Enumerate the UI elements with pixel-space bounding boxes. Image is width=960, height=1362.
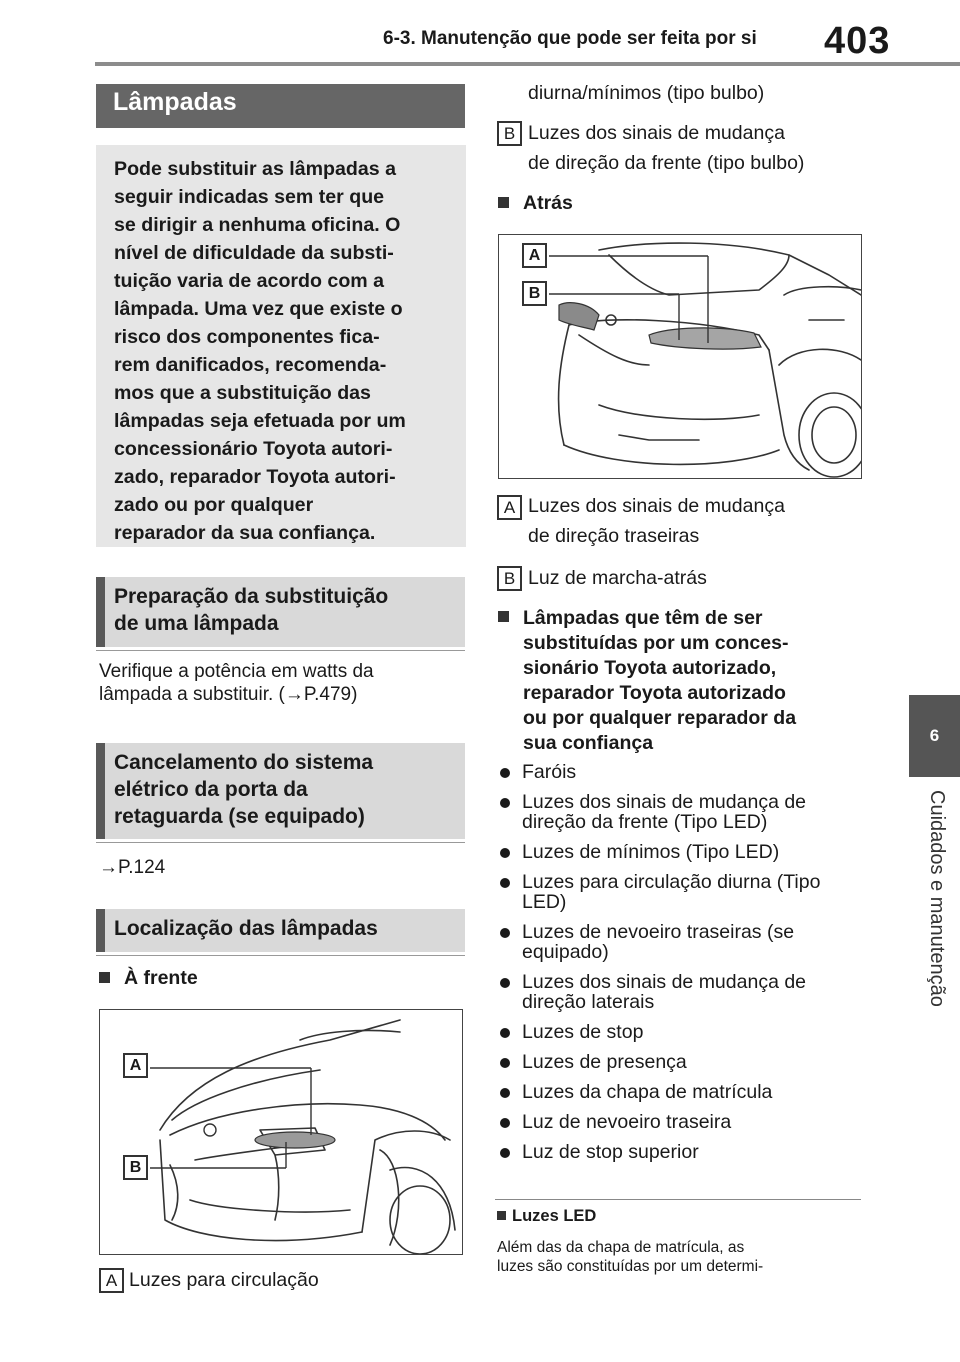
callout-b: B — [123, 1155, 148, 1180]
rear-legend-letter-a: A — [497, 495, 522, 520]
list-item-text: Luz de stop superior — [522, 1141, 699, 1163]
list-item — [500, 792, 860, 832]
chapter-number: 6 — [929, 726, 940, 745]
dealer-heading-line: substituídas por um conces- — [523, 632, 789, 654]
page-number: 403 — [824, 20, 891, 62]
note-line: lâmpada. Uma vez que existe o — [114, 298, 403, 320]
square-bullet-icon — [497, 1211, 506, 1220]
note-line: concessionário Toyota autori- — [114, 438, 393, 460]
rear-legend-letter-b: B — [497, 566, 522, 591]
bullet-dot-icon — [500, 978, 510, 988]
callout-a: A — [123, 1053, 148, 1078]
front-car-illustration — [99, 1009, 463, 1255]
list-item — [500, 972, 860, 1012]
legend-text-a-cont: diurna/mínimos (tipo bulbo) — [528, 82, 765, 104]
rear-car-illustration — [498, 234, 862, 479]
list-item-text: Luzes de mínimos (Tipo LED) — [522, 841, 780, 863]
prep-text-line: lâmpada a substituir. (→P.479) — [99, 684, 358, 705]
led-heading-text: Luzes LED — [512, 1207, 597, 1225]
note-line: zado ou por qualquer — [114, 494, 314, 516]
list-item-text: Luzes de presença — [522, 1051, 687, 1073]
list-item-text: Luz de nevoeiro traseira — [522, 1111, 732, 1133]
header-rule — [95, 62, 960, 66]
dealer-heading-text — [523, 606, 796, 756]
prep-heading — [96, 577, 465, 647]
dealer-bullet-list — [500, 762, 860, 1172]
chapter-tab — [909, 695, 960, 777]
list-item-text: Luzes da chapa de matrícula — [522, 1081, 773, 1103]
square-bullet-icon — [498, 611, 509, 622]
location-heading — [96, 909, 465, 952]
bullet-dot-icon — [500, 768, 510, 778]
front-car-drawing — [100, 1010, 462, 1254]
prep-heading-line: de uma lâmpada — [114, 612, 279, 635]
note-line: risco dos componentes fica- — [114, 326, 380, 348]
led-text — [497, 1238, 867, 1276]
square-bullet-icon — [498, 197, 509, 208]
cancel-ref: →P.124 — [99, 857, 166, 878]
rear-legend-line: de direção traseiras — [528, 525, 700, 547]
square-bullet-icon — [99, 972, 110, 983]
led-text-line: Além das da chapa de matrícula, as — [497, 1239, 745, 1256]
front-heading-text: À frente — [124, 967, 198, 989]
prep-text-line: Verifique a potência em watts da — [99, 661, 374, 682]
bullet-dot-icon — [500, 1058, 510, 1068]
list-item — [500, 1022, 860, 1042]
note-line: se dirigir a nenhuma oficina. O — [114, 214, 401, 236]
dealer-heading-line: reparador Toyota autorizado — [523, 682, 786, 704]
dealer-heading-line: sionário Toyota autorizado, — [523, 657, 777, 679]
list-item-text: Luzes de stop — [522, 1021, 644, 1043]
note-line: Pode substituir as lâmpadas a — [114, 158, 397, 180]
note-line: zado, reparador Toyota autori- — [114, 466, 396, 488]
list-item-text: Faróis — [522, 761, 577, 783]
rear-car-drawing — [499, 235, 861, 478]
dealer-heading-line: sua confiança — [523, 732, 654, 754]
dealer-heading — [498, 606, 796, 756]
legend-letter-a: A — [99, 1268, 124, 1293]
list-item — [500, 1142, 860, 1162]
prep-heading-line: Preparação da substituição — [114, 585, 389, 608]
list-item-text: Luzes de nevoeiro traseiras (se equipado) — [522, 921, 795, 963]
list-item-text: Luzes dos sinais de mudança de direção laterais — [522, 971, 807, 1013]
list-item — [500, 1112, 860, 1132]
legend-text-b-line: Luzes dos sinais de mudança — [528, 122, 785, 144]
note-line: seguir indicadas sem ter que — [114, 186, 385, 208]
cancel-heading-line: elétrico da porta da — [114, 778, 308, 801]
cancel-heading-line: Cancelamento do sistema — [114, 751, 374, 774]
rear-legend-text-b: Luz de marcha-atrás — [528, 567, 707, 589]
dealer-heading-line: ou por qualquer reparador da — [523, 707, 797, 729]
bullet-dot-icon — [500, 878, 510, 888]
location-heading-text: Localização das lâmpadas — [114, 917, 378, 940]
main-title: Lâmpadas — [96, 84, 465, 128]
bullet-dot-icon — [500, 1148, 510, 1158]
list-item — [500, 872, 860, 912]
bullet-dot-icon — [500, 1118, 510, 1128]
front-heading — [99, 967, 198, 990]
intro-note — [96, 145, 466, 547]
note-line: tuição varia de acordo com a — [114, 270, 385, 292]
dealer-heading-line: Lâmpadas que têm de ser — [523, 607, 763, 629]
callout-a: A — [522, 243, 547, 268]
cancel-heading — [96, 743, 465, 839]
chapter-title: Cuidados e manutenção — [926, 790, 948, 1007]
bullet-dot-icon — [500, 1028, 510, 1038]
legend-letter-b: B — [497, 121, 522, 146]
rear-heading — [498, 192, 573, 215]
bullet-dot-icon — [500, 798, 510, 808]
list-item — [500, 922, 860, 962]
note-line: lâmpadas seja efetuada por um — [114, 410, 406, 432]
list-item — [500, 1052, 860, 1072]
prep-text — [99, 660, 374, 706]
cancel-heading-line: retaguarda (se equipado) — [114, 805, 365, 828]
rear-legend-text-a — [528, 491, 785, 551]
legend-text-a: Luzes para circulação — [129, 1269, 319, 1291]
section-title: 6-3. Manutenção que pode ser feita por si — [383, 28, 757, 49]
list-item — [500, 842, 860, 862]
led-heading — [497, 1207, 596, 1226]
note-line: mos que a substituição das — [114, 382, 371, 404]
bullet-dot-icon — [500, 848, 510, 858]
legend-text-b-line: de direção da frente (tipo bulbo) — [528, 152, 805, 174]
list-item — [500, 1082, 860, 1102]
rear-legend-line: Luzes dos sinais de mudança — [528, 495, 785, 517]
bullet-dot-icon — [500, 1088, 510, 1098]
list-item-text: Luzes dos sinais de mudança de direção da frente (Tipo LED) — [522, 791, 807, 833]
divider — [495, 1199, 861, 1200]
note-line: rem danificados, recomenda- — [114, 354, 387, 376]
callout-b: B — [522, 281, 547, 306]
note-line: nível de dificuldade da substi- — [114, 242, 394, 264]
bullet-dot-icon — [500, 928, 510, 938]
led-text-line: luzes são constituídas por um determi- — [497, 1258, 764, 1275]
rear-heading-text: Atrás — [523, 192, 573, 214]
list-item-text: Luzes para circulação diurna (Tipo LED) — [522, 871, 821, 913]
list-item — [500, 762, 860, 782]
legend-text-b — [528, 118, 804, 178]
note-line: reparador da sua confiança. — [114, 522, 376, 544]
